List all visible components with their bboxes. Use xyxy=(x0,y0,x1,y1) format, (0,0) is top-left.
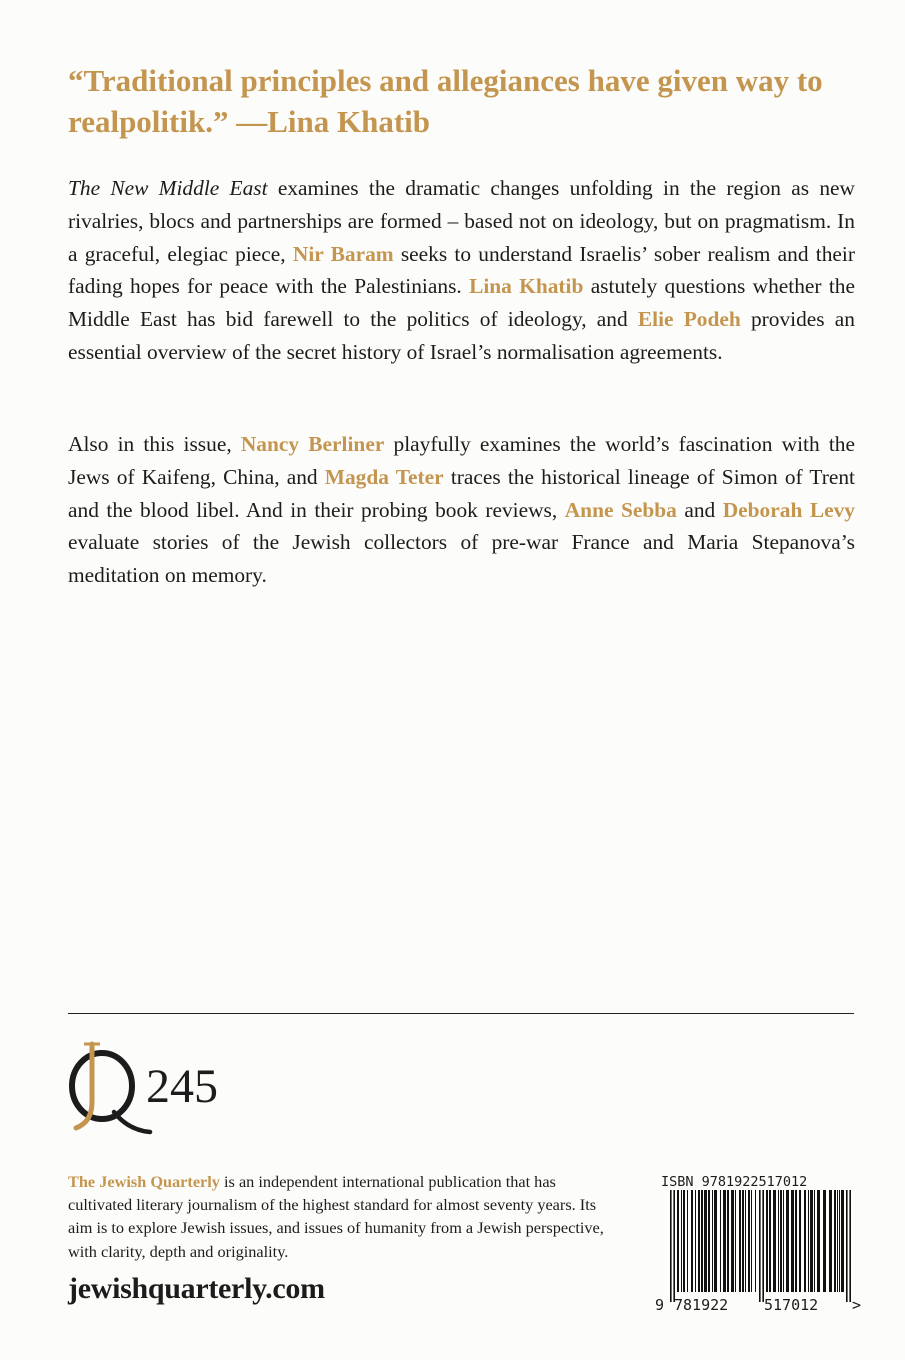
barcode-bar xyxy=(846,1190,848,1302)
barcode-bar xyxy=(748,1190,750,1292)
barcode-bar xyxy=(751,1190,752,1292)
contributor-name: Nancy Berliner xyxy=(240,432,385,456)
barcode-bar xyxy=(834,1190,836,1292)
contributor-name: Nir Baram xyxy=(292,241,394,266)
barcode-bar xyxy=(766,1190,768,1292)
barcode-bar xyxy=(720,1190,721,1292)
barcode-bar xyxy=(799,1190,801,1292)
contributor-name: Magda Teter xyxy=(324,464,444,489)
barcode-bar xyxy=(687,1190,688,1292)
barcode-bar xyxy=(804,1190,806,1292)
barcode-bar xyxy=(841,1190,844,1292)
barcode-bar xyxy=(714,1190,717,1292)
barcode-digits-right: 517012 xyxy=(764,1296,819,1314)
isbn-label: ISBN 9781922517012 xyxy=(661,1174,808,1190)
barcode-bar xyxy=(849,1190,851,1302)
barcode-bar xyxy=(742,1190,744,1292)
barcode-arrow: > xyxy=(852,1296,862,1314)
contributor-name: Deborah Levy xyxy=(722,497,855,522)
barcode-bar xyxy=(735,1190,736,1292)
barcode-bar xyxy=(745,1190,746,1292)
text: astutely questions whether the Middle East has bid farewell to the politics of ideology, and xyxy=(68,274,855,332)
issue-number: 245 xyxy=(146,1060,218,1113)
barcode-bar xyxy=(704,1190,707,1292)
text: seeks to understand Israelis’ sober realism and their fading hopes for peace with the Palestinians. xyxy=(68,241,855,299)
barcode-bar xyxy=(691,1190,693,1292)
divider xyxy=(68,1013,854,1014)
barcode-bar xyxy=(839,1190,840,1292)
barcode-bar xyxy=(731,1190,734,1292)
contributor-name: Lina Khatib xyxy=(469,274,584,299)
text: is an independent international publication that has cultivated literary journalism of the highest standard for almost seventy years. Its aim is to explore Jewish issues, and issues of humanity from a Jewish perspective, with clarity, depth and originality. xyxy=(68,1172,604,1261)
barcode-bar xyxy=(837,1190,838,1292)
barcode-bar xyxy=(755,1190,756,1292)
barcode-bar xyxy=(759,1190,761,1302)
barcode-bar xyxy=(814,1190,815,1292)
text: and xyxy=(676,497,723,522)
isbn-barcode xyxy=(652,1190,864,1320)
barcode-bar xyxy=(780,1190,782,1292)
jq-logo xyxy=(62,1040,262,1140)
barcode-bar xyxy=(727,1190,729,1292)
barcode-digit-prefix: 9 xyxy=(655,1296,665,1314)
contributor-name: Anne Sebba xyxy=(564,497,677,522)
text: provides an essential overview of the secret history of Israel’s normalisation agreements. xyxy=(68,307,855,364)
barcode-bar xyxy=(773,1190,776,1292)
barcode-bar xyxy=(823,1190,826,1292)
barcode-bar xyxy=(795,1190,797,1292)
barcode-bar xyxy=(673,1190,675,1302)
barcode-bar xyxy=(791,1190,794,1292)
barcode-bar xyxy=(723,1190,726,1292)
book-title: The New Middle East xyxy=(68,176,268,200)
text: examines the dramatic changes unfolding in the region as new rivalries, blocs and partnerships are formed – based not on ideology, but on pragmatism. In a graceful, elegiac piece, xyxy=(68,176,855,266)
description-paragraph-1 xyxy=(68,172,855,369)
barcode-bars xyxy=(670,1190,851,1302)
barcode-bar xyxy=(698,1190,700,1292)
text: evaluate stories of the Jewish collectors of pre-war France and Maria Stepanova’s meditation on memory. xyxy=(68,530,855,588)
barcode-bar xyxy=(681,1190,682,1292)
website-url: jewishquarterly.com xyxy=(68,1272,325,1305)
barcode-bar xyxy=(739,1190,741,1292)
barcode-bar xyxy=(786,1190,789,1292)
barcode-bar xyxy=(683,1190,685,1292)
barcode-bar xyxy=(783,1190,784,1292)
barcode-bar xyxy=(817,1190,820,1292)
barcode-bar xyxy=(778,1190,779,1292)
barcode-bar xyxy=(810,1190,813,1292)
barcode-bar xyxy=(829,1190,832,1292)
barcode-bar xyxy=(712,1190,713,1292)
text: Also in this issue, xyxy=(68,432,241,456)
barcode-bar xyxy=(677,1190,679,1292)
pull-quote: “Traditional principles and allegiances have given way to realpolitik.” —Lina Khatib xyxy=(68,63,823,139)
barcode-bar xyxy=(808,1190,809,1292)
barcode-bar xyxy=(695,1190,696,1292)
about-blurb xyxy=(68,1170,613,1263)
barcode-bar xyxy=(708,1190,710,1292)
barcode-bar xyxy=(701,1190,703,1292)
text: playfully examines the world’s fascination with the Jews of Kaifeng, China, and xyxy=(68,432,855,489)
barcode-bar xyxy=(769,1190,771,1292)
barcode-digits-left: 781922 xyxy=(674,1296,729,1314)
barcode-bar xyxy=(670,1190,672,1302)
publication-name: The Jewish Quarterly xyxy=(68,1172,220,1191)
barcode-bar xyxy=(762,1190,764,1302)
description-paragraph-2 xyxy=(68,428,855,592)
contributor-name: Elie Podeh xyxy=(637,307,741,332)
text: traces the historical lineage of Simon of Trent and the blood libel. And in their probing book reviews, xyxy=(68,464,855,522)
